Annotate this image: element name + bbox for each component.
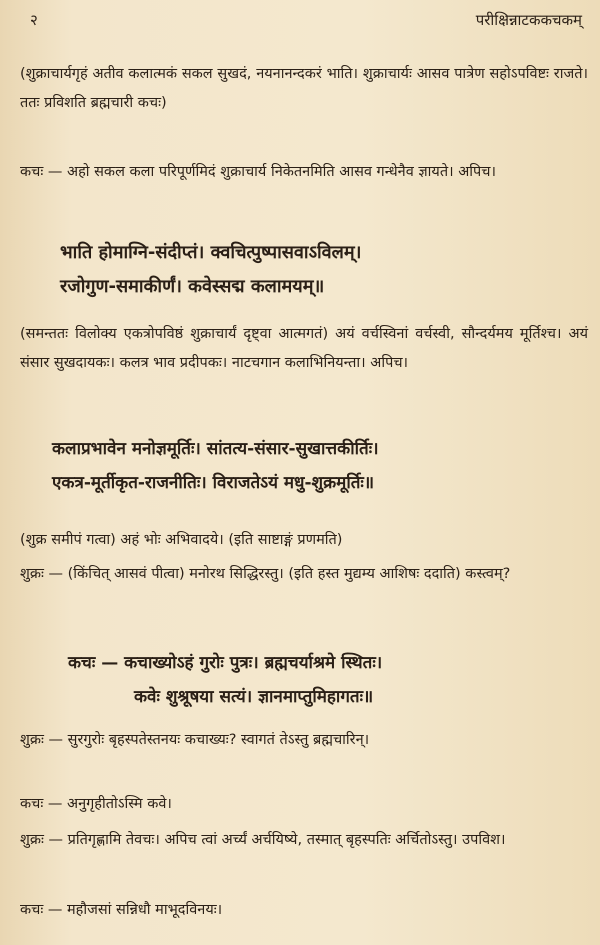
dialogue-kacha-1: कचः — अहो सकल कला परिपूर्णमिदं शुक्राचार्य निकेतनमिति आसव गन्धेनैव ज्ञायते। अपिच। [20, 164, 496, 180]
page-number: २ [30, 11, 38, 29]
verse-1-line-1: भाति होमाग्नि-संदीप्तं। क्वचित्पुष्पासवाऽविलम्। [60, 242, 362, 263]
dialogue-shukra-1: शुक्रः — (किंचित् आसवं पीत्वा) मनोरथ सिद्धिरस्तु। (इति हस्त मुद्यम्य आशिषः ददाति) कस्त्वम्? [20, 566, 511, 582]
dialogue-kacha-3: कचः — महौजसां सन्निधौ माभूदविनयः। [20, 902, 223, 918]
stage-direction-aside: (समन्ततः विलोक्य एकत्रोपविष्ठं शुक्राचार्यं दृष्ट्वा आत्मगतं) अयं वर्चस्विनां वर्चस्वी, सौन्दर्यमय मूर्तिश्च। अयं संसार सुखदायकः। कलत्र भाव प्रदीपकः। नाटचगान कलाभिनियन्ता। अपिच। [20, 326, 588, 371]
verse-2-line-2: एकत्र-मूर्तीकृत-राजनीतिः। विराजतेऽयं मधु-शुक्रमूर्तिः॥ [52, 473, 375, 493]
dialogue-shukra-2: शुक्रः — सुरगुरोः बृहस्पतेस्तनयः कचाख्यः? स्वागतं तेऽस्तु ब्रह्मचारिन्। [20, 732, 370, 748]
running-title: परीक्षिन्नाटककचकम् [475, 11, 582, 29]
dialogue-kacha-2: कचः — अनुगृहीतोऽस्मि कवे। [20, 796, 172, 812]
stage-direction-salute: (शुक्र समीपं गत्वा) अहं भोः अभिवादये। (इति साष्टाङ्गं प्रणमति) [20, 532, 343, 548]
verse-1-line-2: रजोगुण-समाकीर्णं। कवेस्सद्म कलामयम्॥ [60, 276, 325, 297]
verse-1 [60, 236, 580, 304]
verse-3-line-2: कवेः शुश्रूषया सत्यं। ज्ञानमाप्तुमिहागतः॥ [134, 687, 374, 707]
dialogue-shukra-3: शुक्रः — प्रतिगृह्णामि तेवचः। अपिच त्वां अर्च्यं अर्चयिष्ये, तस्मात् बृहस्पतिः अर्चितोऽस्तु। उपविश। [20, 832, 506, 848]
stage-direction-opening: (शुक्राचार्यगृहं अतीव कलात्मकं सकल सुखदं, नयनानन्दकरं भाति। शुक्राचार्यः आसव पात्रेण सहोऽपविष्टः राजते। ततः प्रविशति ब्रह्मचारी कचः) [20, 66, 588, 111]
verse-2-line-1: कलाप्रभावेन मनोज्ञमूर्तिः। सांतत्य-संसार-सुखात्तकीर्तिः। [52, 439, 379, 459]
verse-2 [52, 432, 580, 500]
verse-3-line-1: कचः — कचाख्योऽहं गुरोः पुत्रः। ब्रह्मचर्याश्रमे स्थितः। [68, 653, 383, 673]
verse-3 [68, 646, 580, 714]
